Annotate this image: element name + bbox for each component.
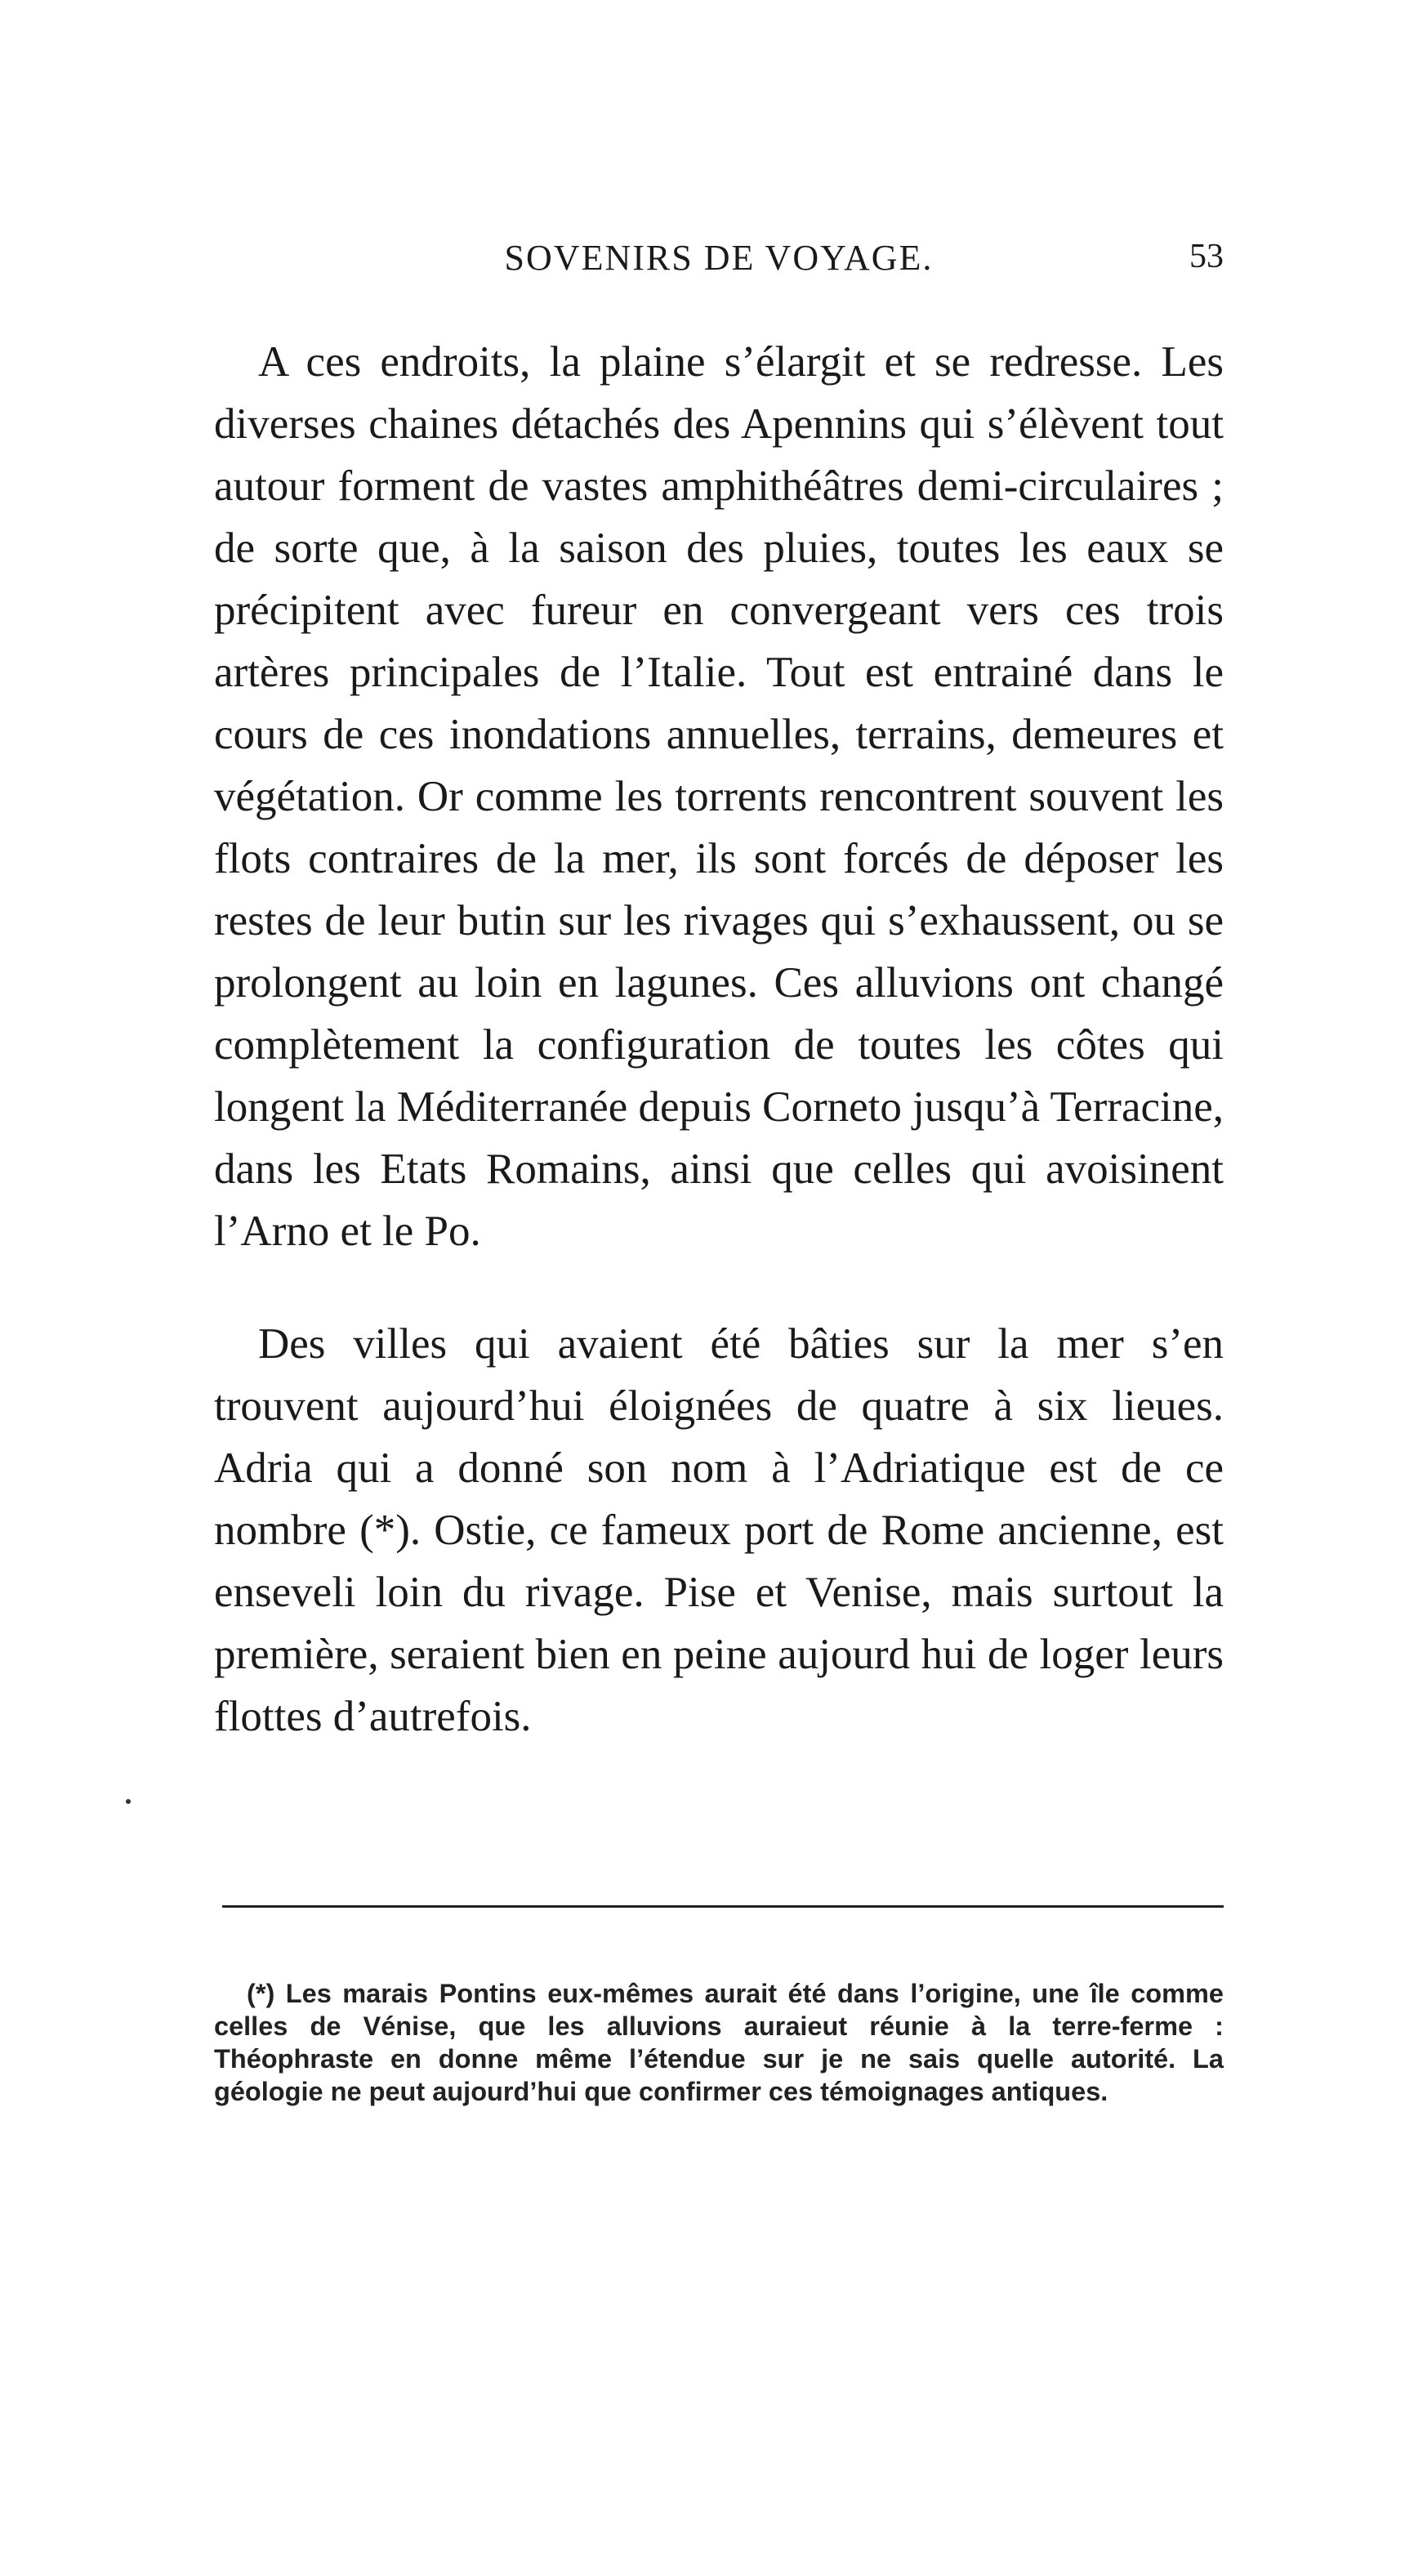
body-text bbox=[214, 331, 1224, 1748]
running-title: SOVENIRS DE VOYAGE. bbox=[504, 238, 934, 278]
page-number: 53 bbox=[1189, 238, 1224, 275]
running-header bbox=[214, 237, 1224, 294]
paragraph: A ces endroits, la plaine s’élargit et se redresse. Les diverses chaines détachés des Apennins qui s’élèvent tout autour forment de vastes amphithéâtres demi-circulaires ; de sorte que, à la saison des pluies, toutes les eaux se précipitent avec fureur en convergeant vers ces trois artères principales de l’Italie. Tout est entrainé dans le cours de ces inondations annuelles, terrains, demeures et végétation. Or comme les torrents rencontrent souvent les flots contraires de la mer, ils sont forcés de déposer les restes de leur butin sur les rivages qui s’exhaussent, ou se prolongent au loin en lagunes. Ces alluvions ont changé complètement la configuration de toutes les côtes qui longent la Méditerranée depuis Corneto jusqu’à Terracine, dans les Etats Romains, ainsi que celles qui avoisinent l’Arno et le Po. bbox=[214, 338, 1224, 1255]
footnote bbox=[214, 1977, 1224, 2108]
ink-speck bbox=[126, 1799, 131, 1804]
paragraph: Des villes qui avaient été bâties sur la mer s’en trouvent aujourd’hui éloignées de quatre à six lieues. Adria qui a donné son nom à l’Adriatique est de ce nombre (*). Ostie, ce fameux port de Rome ancienne, est enseveli loin du rivage. Pise et Venise, mais surtout la première, seraient bien en peine aujourd hui de loger leurs flottes d’autrefois. bbox=[214, 1320, 1224, 1740]
footnote-separator-rule bbox=[222, 1905, 1224, 1908]
footnote-text: (*) Les marais Pontins eux-mêmes aurait été dans l’origine, une île comme celles de Vénise, que les alluvions auraieut réunie à la terre-ferme : Théophraste en donne même l’étendue sur je ne sais quelle autorité. La géologie ne peut aujourd’hui que confirmer ces témoignages antiques. bbox=[214, 1979, 1224, 2106]
